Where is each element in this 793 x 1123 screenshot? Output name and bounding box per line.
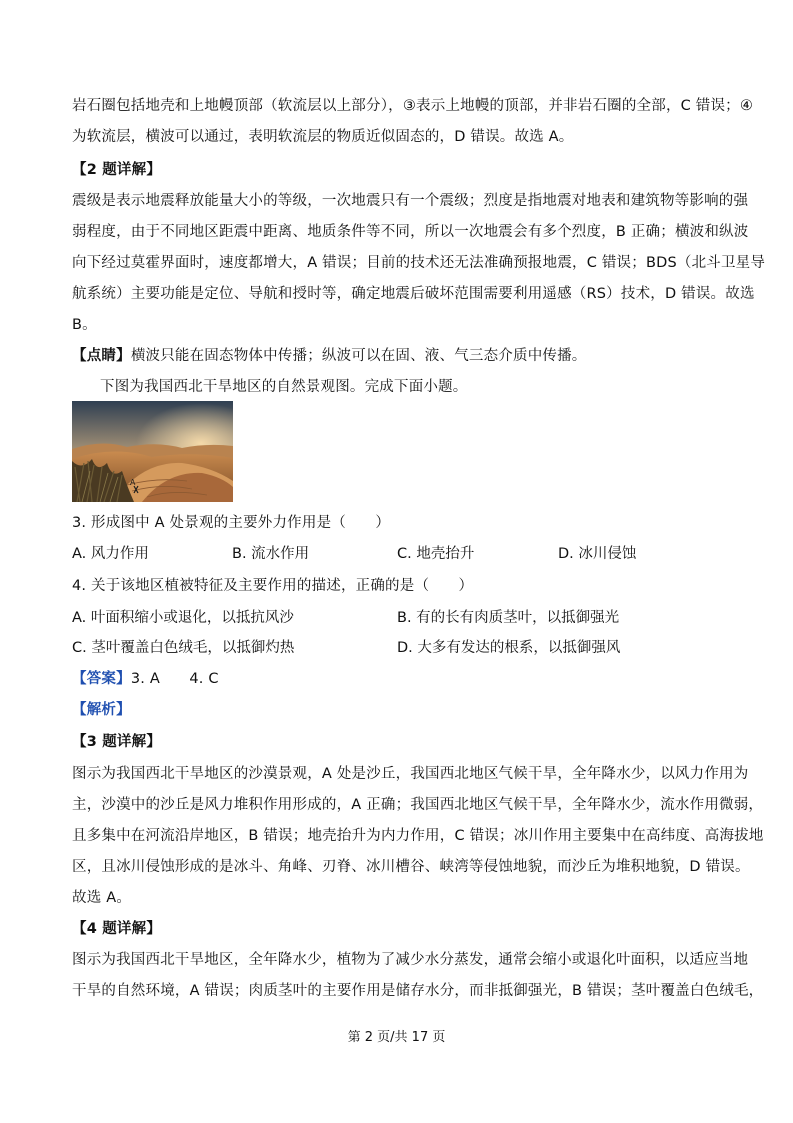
page-footer: 第 2 页/共 17 页 — [347, 1030, 446, 1045]
q4-option-d: D. 大多有发达的根系，以抵御强风 — [397, 640, 621, 656]
q3-option-d: D. 冰川侵蚀 — [558, 546, 637, 562]
text-line: 弱程度，由于不同地区距震中距离、地质条件等不同，所以一次地震会有多个烈度，B 正确；横波和纵波 — [72, 224, 749, 240]
answer-text: 3. A 4. C — [130, 671, 219, 687]
answer-tag: 【答案】 — [72, 671, 131, 687]
answer-line — [72, 669, 723, 689]
q3-option-a: A. 风力作用 — [72, 546, 149, 562]
text-line: 向下经过莫霍界面时，速度都增大，A 错误；目前的技术还无法准确预报地震，C 错误；BDS（北斗卫星导 — [72, 255, 766, 271]
analysis-heading: 【解析】 — [72, 702, 131, 718]
section-heading: 【3 题详解】 — [72, 734, 162, 750]
q3-option-c: C. 地壳抬升 — [397, 546, 475, 562]
q4-option-b: B. 有的长有肉质茎叶，以抵御强光 — [397, 610, 620, 626]
tip-tag: 【点睛】 — [72, 348, 131, 364]
text-line: 震级是表示地震释放能量大小的等级，一次地震只有一个震级；烈度是指地震对地表和建筑物等影响的强 — [72, 193, 749, 209]
text-line: 航系统）主要功能是定位、导航和授时等，确定地震后破坏范围需要利用遥感（RS）技术，D 错误。故选 — [72, 286, 755, 302]
q3-option-b: B. 流水作用 — [232, 546, 310, 562]
intro-line: 下图为我国西北干旱地区的自然景观图。完成下面小题。 — [100, 379, 468, 395]
section-heading: 【4 题详解】 — [72, 921, 162, 937]
text-line: 为软流层，横波可以通过，表明软流层的物质近似固态的，D 错误。故选 A。 — [72, 129, 574, 145]
text-line: B。 — [72, 317, 97, 333]
text-line: 区，且冰川侵蚀形成的是冰斗、角峰、刃脊、冰川槽谷、峡湾等侵蚀地貌，而沙丘为堆积地貌，D 错误。 — [72, 859, 750, 875]
text-line: 且多集中在河流沿岸地区，B 错误；地壳抬升为内力作用，C 错误；冰川作用主要集中在高纬度、高海拔地 — [72, 828, 764, 844]
question-3: 3. 形成图中 A 处景观的主要外力作用是（ ） — [72, 515, 391, 531]
desert-landscape-image — [72, 401, 233, 502]
text-line: 故选 A。 — [72, 890, 132, 906]
text-line: 图示为我国西北干旱地区的沙漠景观，A 处是沙丘，我国西北地区气候干旱，全年降水少，以风力作用为 — [72, 766, 749, 782]
text-line: 图示为我国西北干旱地区，全年降水少，植物为了减少水分蒸发，通常会缩小或退化叶面积，以适应当地 — [72, 952, 749, 968]
text-line: 主，沙漠中的沙丘是风力堆积作用形成的，A 正确；我国西北地区气候干旱，全年降水少，流水作用微弱， — [72, 797, 764, 813]
photo-point-label: A — [130, 478, 136, 487]
tip-text: 横波只能在固态物体中传播；纵波可以在固、液、气三态介质中传播。 — [130, 348, 587, 364]
q4-option-c: C. 茎叶覆盖白色绒毛，以抵御灼热 — [72, 640, 295, 656]
text-line: 干旱的自然环境，A 错误；肉质茎叶的主要作用是储存水分，而非抵御强光，B 错误；茎叶覆盖白色绒毛， — [72, 983, 764, 999]
section-heading: 【2 题详解】 — [72, 162, 162, 178]
text-line: 岩石圈包括地壳和上地幔顶部（软流层以上部分），③表示上地幔的顶部，并非岩石圈的全部，C 错误；④ — [72, 98, 754, 114]
q4-option-a: A. 叶面积缩小或退化，以抵抗风沙 — [72, 610, 294, 626]
question-4: 4. 关于该地区植被特征及主要作用的描述，正确的是（ ） — [72, 578, 474, 594]
desert-photo — [72, 401, 233, 502]
tip-line — [72, 346, 723, 366]
